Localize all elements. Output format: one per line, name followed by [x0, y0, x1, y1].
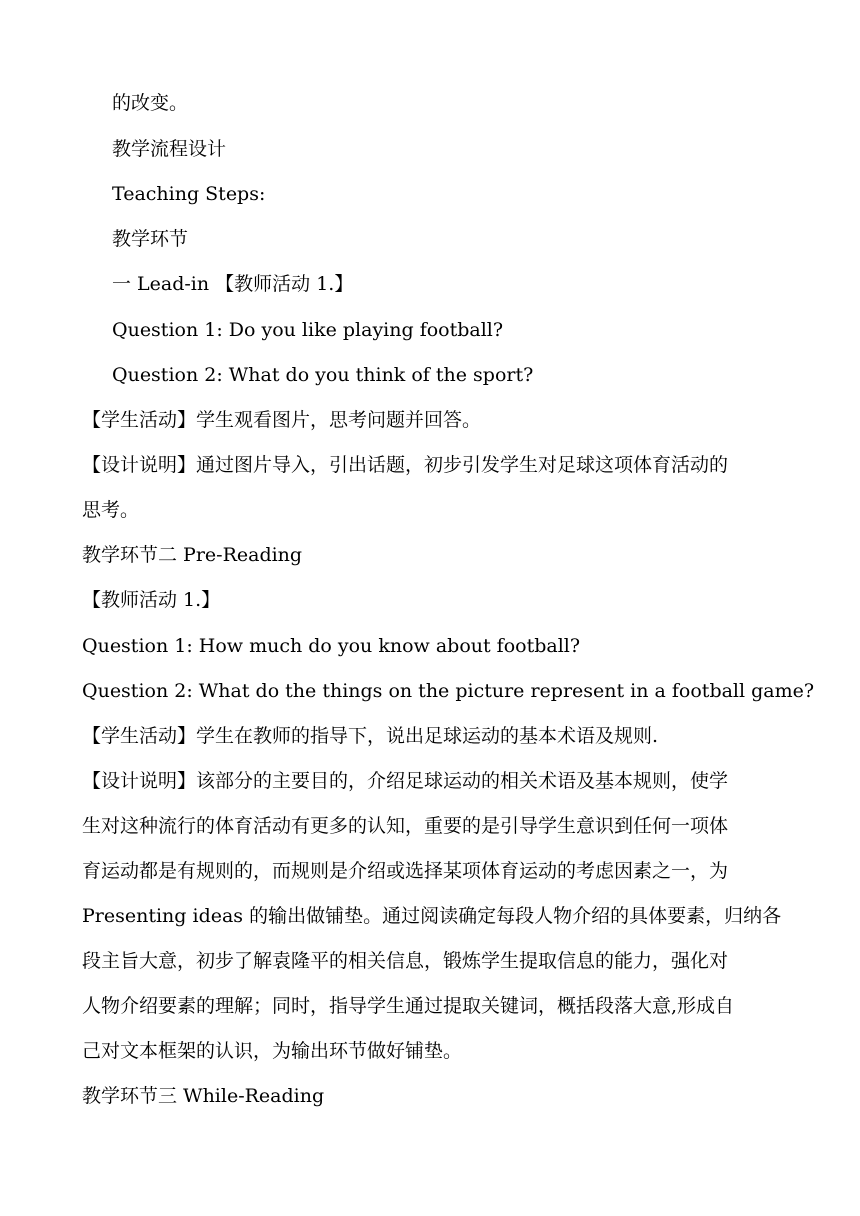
pre-reading-question-1: Question 1: How much do you know about football?	[82, 635, 581, 657]
lead-in-question-2: Question 2: What do you think of the sport?	[112, 364, 534, 386]
pre-reading-design-note-line-2: 生对这种流行的体育活动有更多的认知，重要的是引导学生意识到任何一项体	[82, 815, 729, 837]
lead-in-design-note-line-1: 【设计说明】通过图片导入，引出话题，初步引发学生对足球这项体育活动的	[82, 454, 729, 476]
pre-reading-student-activity: 【学生活动】学生在教师的指导下，说出足球运动的基本术语及规则.	[82, 725, 659, 747]
heading-lead-in: 一 Lead-in 【教师活动 1.】	[112, 273, 354, 295]
lead-in-student-activity: 【学生活动】学生观看图片，思考问题并回答。	[82, 409, 482, 431]
pre-reading-teacher-activity: 【教师活动 1.】	[82, 589, 221, 611]
pre-reading-design-note-line-4: Presenting ideas 的输出做铺垫。通过阅读确定每段人物介绍的具体要素，归纳各	[82, 905, 782, 927]
pre-reading-design-note-line-6: 人物介绍要素的理解；同时，指导学生通过提取关键词，概括段落大意,形成自	[82, 995, 735, 1017]
heading-pre-reading: 教学环节二 Pre-Reading	[82, 544, 303, 566]
lead-in-question-1: Question 1: Do you like playing football?	[112, 319, 504, 341]
heading-teaching-steps: Teaching Steps:	[112, 183, 266, 205]
text-line-prev-para-end: 的改变。	[112, 92, 189, 114]
heading-while-reading: 教学环节三 While-Reading	[82, 1085, 325, 1107]
pre-reading-design-note-line-1: 【设计说明】该部分的主要目的，介绍足球运动的相关术语及基本规则，使学	[82, 770, 729, 792]
pre-reading-design-note-line-7: 己对文本框架的认识，为输出环节做好铺垫。	[82, 1040, 463, 1062]
heading-teaching-flow-design: 教学流程设计	[112, 138, 227, 160]
heading-teaching-stage: 教学环节	[112, 228, 189, 250]
pre-reading-question-2: Question 2: What do the things on the picture represent in a football game?	[82, 680, 815, 702]
lead-in-design-note-line-2: 思考。	[82, 499, 140, 521]
pre-reading-design-note-line-3: 育运动都是有规则的，而规则是介绍或选择某项体育运动的考虑因素之一，为	[82, 860, 729, 882]
pre-reading-design-note-line-5: 段主旨大意，初步了解袁隆平的相关信息，锻炼学生提取信息的能力，强化对	[82, 950, 729, 972]
